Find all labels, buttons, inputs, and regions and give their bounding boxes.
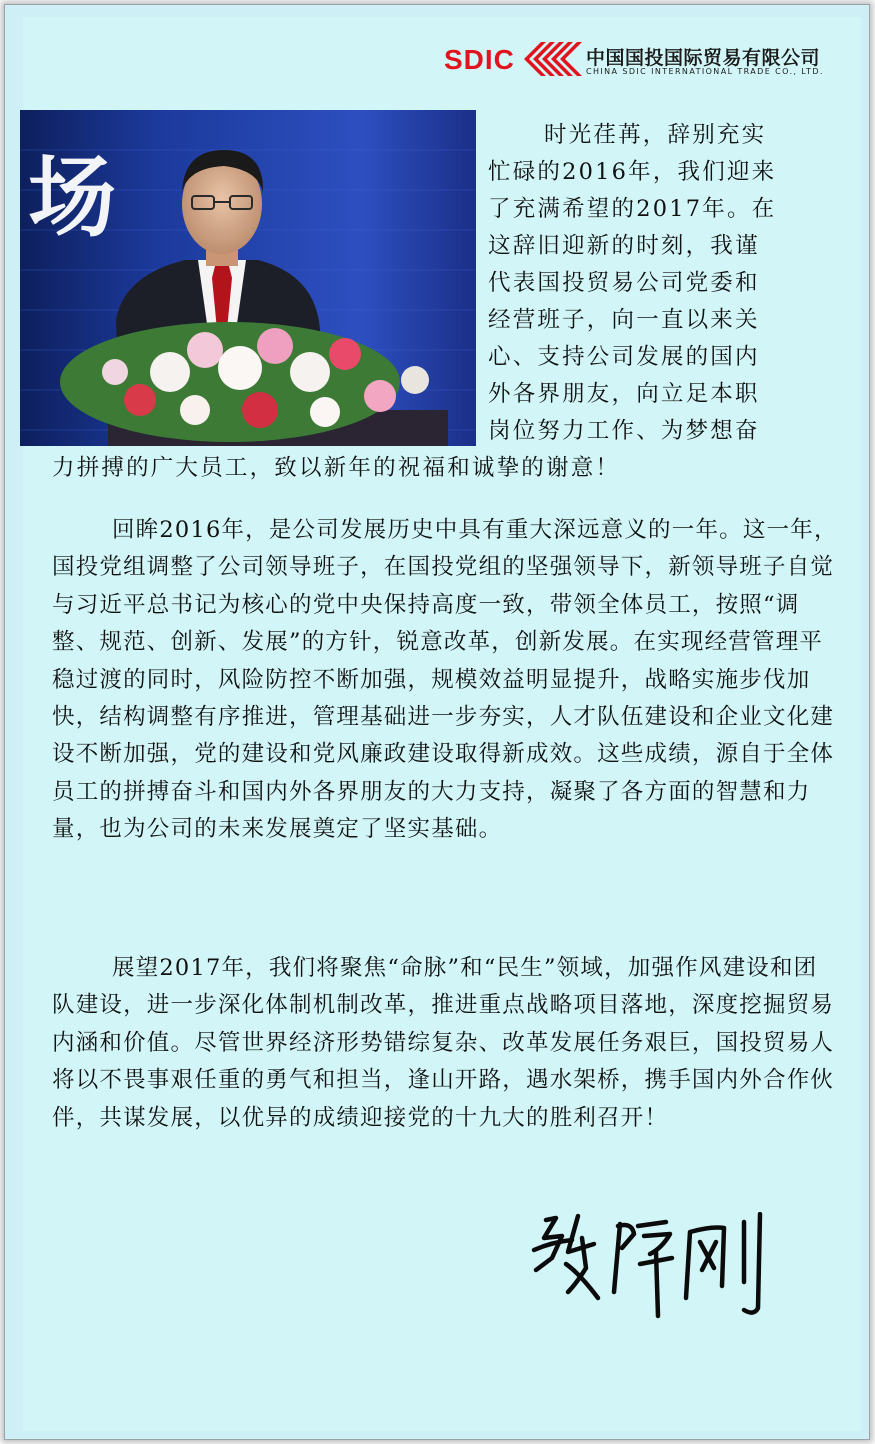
logo-brand: SDIC xyxy=(444,44,515,75)
speaker-photo xyxy=(20,110,476,446)
handwritten-signature xyxy=(522,1212,772,1322)
stage-character: 场 xyxy=(28,146,117,249)
letter-paragraph-3: 展望2017年，我们将聚焦“命脉”和“民生”领域，加强作风建设和团队建设，进一步深化体制机制改革，推进重点战略项目落地，深度挖掘贸易内涵和价值。尽管世界经济形势错综复杂、改革发展任务艰巨，国投贸易人将以不畏事艰任重的勇气和担当，逢山开路，遇水架桥，携手国内外合作伙伴，共谋发展，以优异的成绩迎接党的十九大的胜利召开！ xyxy=(52,955,835,1131)
letter-line: 外各界朋友，向立足本职 xyxy=(488,381,760,407)
logo-mark-icon xyxy=(524,42,582,76)
letter-line: 经营班子，向一直以来关 xyxy=(488,307,760,333)
letter-line: 了充满希望的2017年。在 xyxy=(488,196,777,222)
letter-line: 时光荏苒，辞别充实 xyxy=(544,122,767,148)
logo-company-cn: 中国国投国际贸易有限公司 xyxy=(586,47,821,69)
letter-line: 岗位努力工作、为梦想奋 xyxy=(488,418,760,444)
letter-line: 这辞旧迎新的时刻，我谨 xyxy=(488,233,760,259)
letter-line: 心、支持公司发展的国内 xyxy=(488,344,760,370)
letter-line: 忙碌的2016年，我们迎来 xyxy=(488,159,777,185)
speaker-photo-illustration xyxy=(20,110,476,446)
letter-paragraph-2: 回眸2016年，是公司发展历史中具有重大深远意义的一年。这一年，国投党组调整了公司领导班子，在国投党组的坚强领导下，新领导班子自觉与习近平总书记为核心的党中央保持高度一致，带领全体员工，按照“调整、规范、创新、发展”的方针，锐意改革，创新发展。在实现经营管理平稳过渡的同时，风险防控不断加强，规模效益明显提升，战略实施步伐加快，结构调整有序推进，管理基础进一步夯实，人才队伍建设和企业文化建设不断加强，党的建设和党风廉政建设取得新成效。这些成绩，源自于全体员工的拼搏奋斗和国内外各界朋友的大力支持，凝聚了各方面的智慧和力量，也为公司的未来发展奠定了坚实基础。 xyxy=(52,517,838,843)
letter-paragraph-1-tail: 力拼搏的广大员工，致以新年的祝福和诚挚的谢意！ xyxy=(52,455,621,481)
letter-line: 代表国投贸易公司党委和 xyxy=(488,270,760,296)
letter-paragraph-1 xyxy=(488,117,840,450)
logo-company-en: CHINA SDIC INTERNATIONAL TRADE CO., LTD. xyxy=(586,67,824,76)
